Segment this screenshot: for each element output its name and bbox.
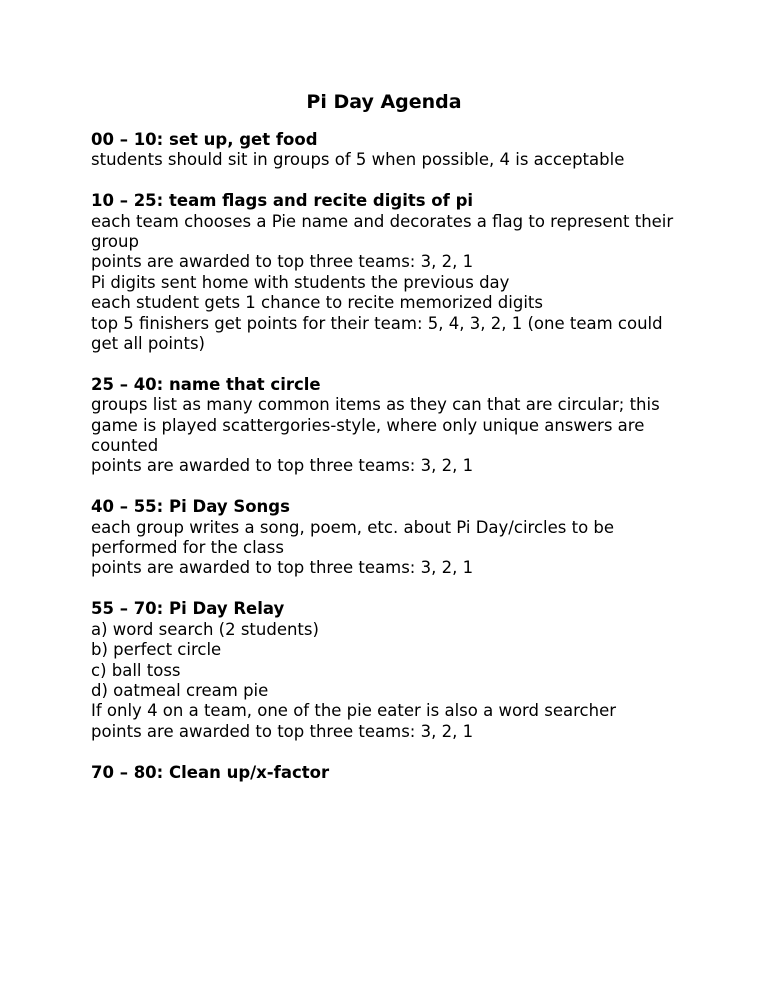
section-line: a) word search (2 students) <box>91 619 319 639</box>
agenda-section-name-that-circle <box>91 375 691 477</box>
section-line: students should sit in groups of 5 when possible, 4 is acceptable <box>91 150 625 170</box>
agenda-section-team-flags <box>91 191 691 354</box>
agenda-content <box>91 130 691 803</box>
page-title: Pi Day Agenda <box>306 91 462 113</box>
section-line: each student gets 1 chance to recite memorized digits <box>91 293 543 313</box>
section-line: Pi digits sent home with students the previous day <box>91 272 510 292</box>
section-heading: 25 – 40: name that circle <box>91 374 321 394</box>
agenda-section-pi-day-songs <box>91 497 691 579</box>
section-line: c) ball toss <box>91 660 181 680</box>
section-line: points are awarded to top three teams: 3, 2, 1 <box>91 558 474 578</box>
section-line: groups list as many common items as they can that are circular; this game is played scattergories-style, where only unique answers are counted <box>91 395 660 456</box>
section-heading: 70 – 80: Clean up/x-factor <box>91 762 330 782</box>
section-line: top 5 finishers get points for their team: 5, 4, 3, 2, 1 (one team could get all points) <box>91 313 663 354</box>
agenda-section-setup <box>91 130 691 171</box>
section-heading: 10 – 25: team flags and recite digits of pi <box>91 191 474 211</box>
section-line: b) perfect circle <box>91 640 222 660</box>
section-line: points are awarded to top three teams: 3, 2, 1 <box>91 456 474 476</box>
agenda-section-clean-up <box>91 763 691 783</box>
section-line: points are awarded to top three teams: 3, 2, 1 <box>91 721 474 741</box>
section-line: d) oatmeal cream pie <box>91 680 269 700</box>
section-heading: 55 – 70: Pi Day Relay <box>91 599 285 619</box>
section-heading: 40 – 55: Pi Day Songs <box>91 497 290 517</box>
section-line: points are awarded to top three teams: 3, 2, 1 <box>91 252 474 272</box>
section-heading: 00 – 10: set up, get food <box>91 130 318 149</box>
section-line: each team chooses a Pie name and decorates a flag to represent their group <box>91 211 674 252</box>
agenda-section-pi-day-relay <box>91 599 691 742</box>
section-line: If only 4 on a team, one of the pie eater is also a word searcher <box>91 701 617 721</box>
section-line: each group writes a song, poem, etc. about Pi Day/circles to be performed for the class <box>91 517 615 558</box>
